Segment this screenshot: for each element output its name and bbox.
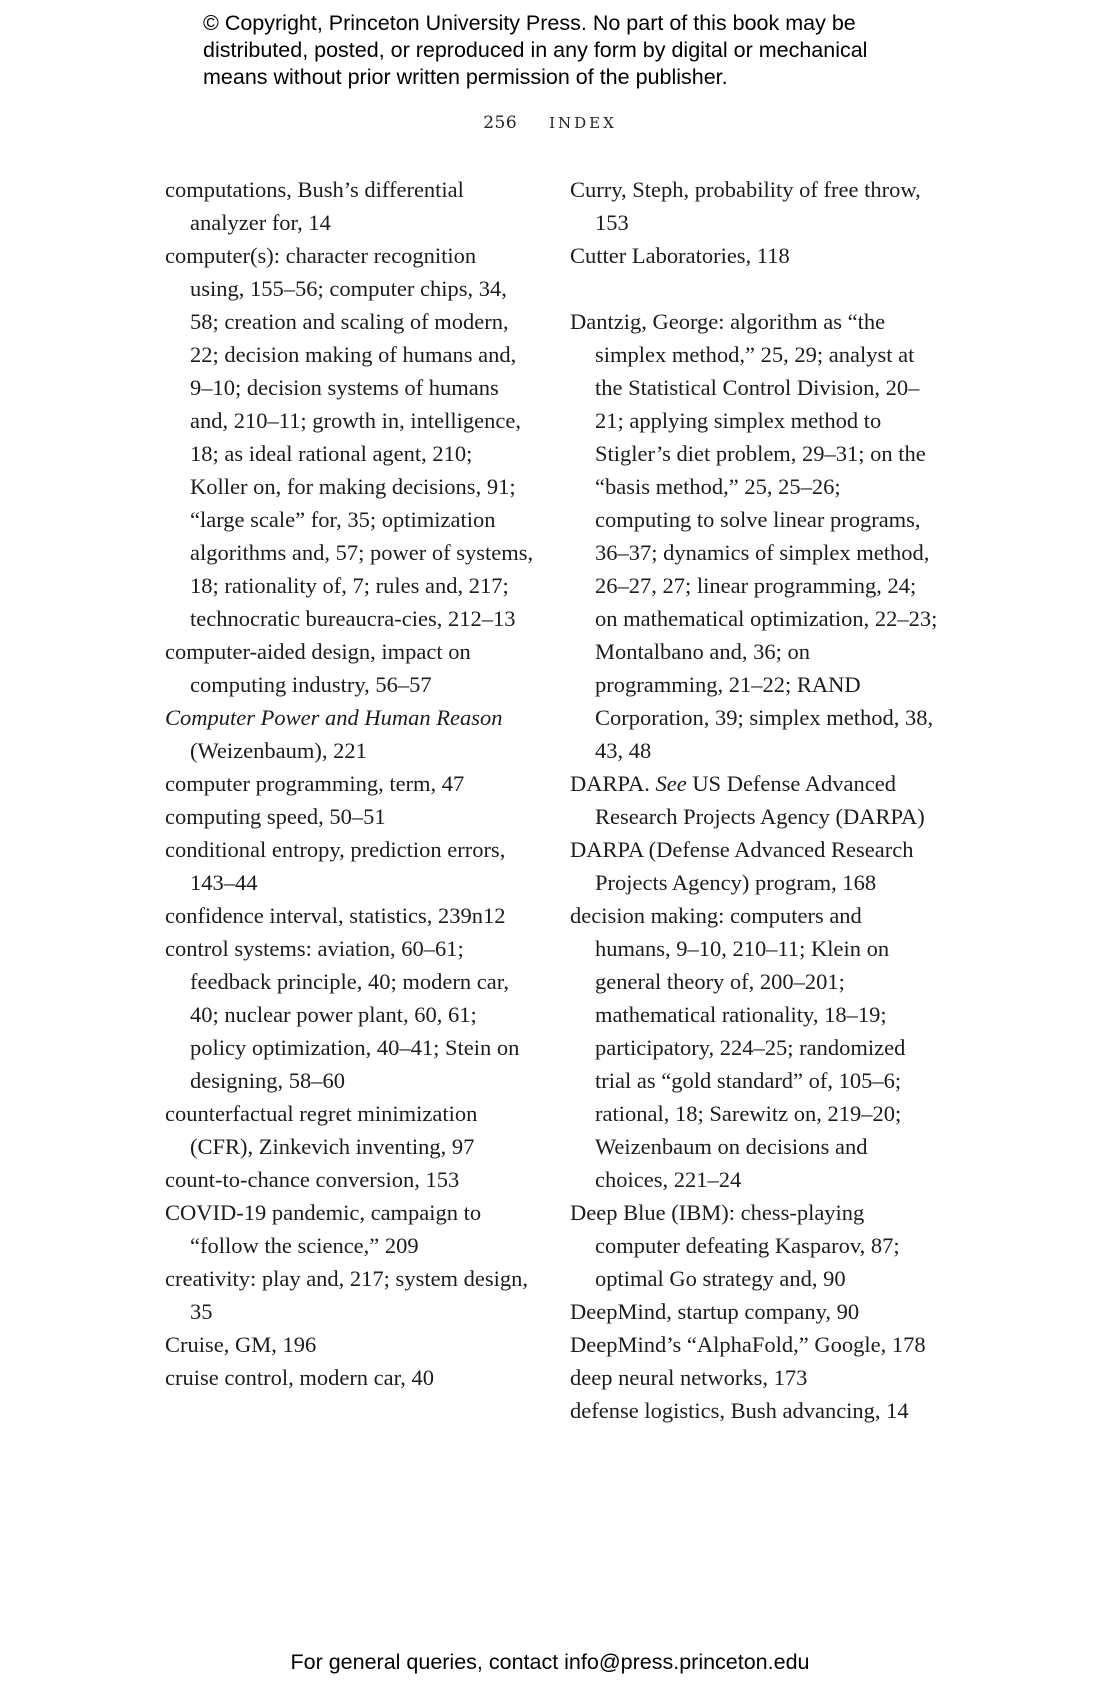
index-entry xyxy=(570,239,940,272)
index-entry-text: computer(s): character recognition using, 155–56; computer chips, 34, 58; creation and scaling of modern, 22; decision making of humans and, 9–10; decision systems of humans and, 210–11; growth in, intelligence, 18; as ideal rational agent, 210; Koller on, for making decisions, 91; “large scale” for, 35; optimization algorithms and, 57; power of systems, 18; rationality of, 7; rules and, 217; technocratic bureaucra-cies, 212–13 xyxy=(165,243,534,631)
index-entry-text: defense logistics, Bush advancing, 14 xyxy=(570,1398,909,1423)
index-entry xyxy=(570,833,940,899)
index-entry-text: Dantzig, George: algorithm as “the simplex method,” 25, 29; analyst at the Statistical Control Division, 20–21; applying simplex method to Stigler’s diet problem, 29–31; on the “basis method,” 25, 25–26; computing to solve linear programs, 36–37; dynamics of simplex method, 26–27, 27; linear programming, 24; on mathematical optimization, 22–23; Montalbano and, 36; on programming, 21–22; RAND Corporation, 39; simplex method, 38, 43, 48 xyxy=(570,309,938,763)
page-number: 256 xyxy=(483,113,518,133)
copyright-line: means without prior written permission of the publisher. xyxy=(203,65,728,89)
index-entry-text: computations, Bush’s differential analyzer for, 14 xyxy=(165,177,464,235)
index-entry-text: Cutter Laboratories, 118 xyxy=(570,243,790,268)
index-column-left xyxy=(165,173,535,1394)
index-entry-text: DeepMind’s “AlphaFold,” Google, 178 xyxy=(570,1332,926,1357)
index-entry xyxy=(165,1196,535,1262)
index-entry xyxy=(570,1295,940,1328)
index-entry xyxy=(165,1328,535,1361)
index-entry xyxy=(165,239,535,635)
index-entry-text: confidence interval, statistics, 239n12 xyxy=(165,903,506,928)
copyright-notice xyxy=(203,10,923,91)
copyright-line: distributed, posted, or reproduced in any form by digital or mechanical xyxy=(203,38,868,62)
index-entry xyxy=(570,899,940,1196)
index-entry xyxy=(570,173,940,239)
section-title: INDEX xyxy=(549,114,617,132)
footer-contact: For general queries, contact info@press.princeton.edu xyxy=(290,1650,810,1674)
index-entry-text: creativity: play and, 217; system design, 35 xyxy=(165,1266,529,1324)
index-entry-text: Cruise, GM, 196 xyxy=(165,1332,317,1357)
index-entry-text: DARPA. xyxy=(570,771,656,796)
index-entry-text: control systems: aviation, 60–61; feedback principle, 40; modern car, 40; nuclear power plant, 60, 61; policy optimization, 40–41; Stein on designing, 58–60 xyxy=(165,936,520,1093)
index-entry-italic-text: Computer Power and Human Reason xyxy=(165,705,503,730)
index-entry-text: deep neural networks, 173 xyxy=(570,1365,808,1390)
index-entry-text: computer programming, term, 47 xyxy=(165,771,465,796)
index-entry-text: conditional entropy, prediction errors, 143–44 xyxy=(165,837,506,895)
copyright-line: © Copyright, Princeton University Press. No part of this book may be xyxy=(203,11,856,35)
index-entry xyxy=(570,1394,940,1427)
index-entry-text: US Defense Advanced Research Projects Agency (DARPA) xyxy=(595,771,925,829)
index-entry-text: count-to-chance conversion, 153 xyxy=(165,1167,460,1192)
index-entry-text: DeepMind, startup company, 90 xyxy=(570,1299,860,1324)
index-entry-text: Deep Blue (IBM): chess-playing computer defeating Kasparov, 87; optimal Go strategy and, 90 xyxy=(570,1200,900,1291)
index-entry-text: computer-aided design, impact on computing industry, 56–57 xyxy=(165,639,471,697)
index-entry xyxy=(165,1262,535,1328)
index-entry-text: (Weizenbaum), 221 xyxy=(190,738,367,763)
index-entry-text: counterfactual regret minimization (CFR), Zinkevich inventing, 97 xyxy=(165,1101,478,1159)
index-entry xyxy=(570,767,940,833)
index-entry xyxy=(165,635,535,701)
index-entry xyxy=(165,899,535,932)
index-entry xyxy=(570,1361,940,1394)
index-entry xyxy=(165,701,535,767)
index-entry xyxy=(165,173,535,239)
index-entry-text: Curry, Steph, probability of free throw, 153 xyxy=(570,177,921,235)
index-entry xyxy=(165,1097,535,1163)
index-entry xyxy=(570,305,940,767)
index-entry-text: decision making: computers and humans, 9–10, 210–11; Klein on general theory of, 200–201; mathematical rationality, 18–19; participatory, 224–25; randomized trial as “gold standard” of, 105–6; rational, 18; Sarewitz on, 219–20; Weizenbaum on decisions and choices, 221–24 xyxy=(570,903,906,1192)
index-entry xyxy=(570,1196,940,1295)
index-entry xyxy=(570,1328,940,1361)
index-entry-text: cruise control, modern car, 40 xyxy=(165,1365,435,1390)
index-column-right xyxy=(570,173,940,1427)
index-entry xyxy=(165,1361,535,1394)
running-head xyxy=(0,113,1100,133)
index-entry xyxy=(165,932,535,1097)
index-entry-italic-text: See xyxy=(655,771,687,796)
index-entry xyxy=(165,1163,535,1196)
index-entry xyxy=(165,833,535,899)
index-entry xyxy=(165,800,535,833)
index-entry-text: COVID-19 pandemic, campaign to “follow the science,” 209 xyxy=(165,1200,482,1258)
index-entry-text: computing speed, 50–51 xyxy=(165,804,386,829)
index-entry-text: DARPA (Defense Advanced Research Projects Agency) program, 168 xyxy=(570,837,914,895)
index-entry xyxy=(165,767,535,800)
